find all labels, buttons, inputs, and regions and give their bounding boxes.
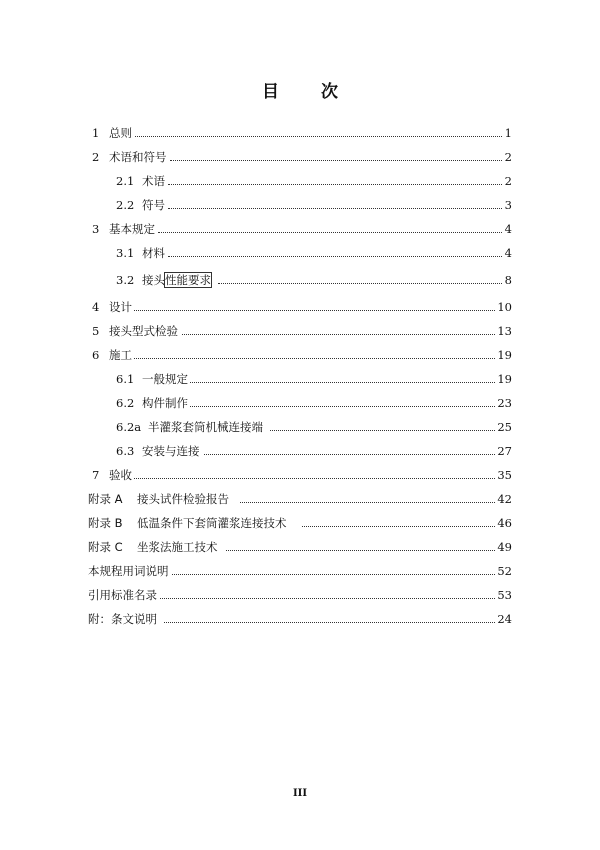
toc-entry-label: 附：条文说明	[88, 612, 157, 626]
toc-entry[interactable]	[0, 562, 600, 580]
toc-entry-number: 附录 B	[88, 516, 123, 530]
toc-entry-label: 一般规定	[142, 372, 188, 386]
toc-entry-page: 8	[504, 273, 512, 287]
toc-leader-dots	[172, 574, 499, 575]
toc-entry[interactable]	[0, 220, 600, 238]
page-title: 目 次	[262, 82, 356, 102]
toc-entry-page: 27	[497, 444, 512, 458]
toc-leader-dots	[270, 430, 499, 431]
toc-entry-label: 总则	[109, 126, 132, 140]
toc-entry-page: 2	[504, 150, 512, 164]
toc-entry-page: 4	[504, 246, 512, 260]
toc-entry[interactable]	[0, 148, 600, 166]
toc-entry-page: 42	[497, 492, 512, 506]
toc-entry-label: 接头型式检验	[109, 324, 178, 338]
toc-leader-dots	[182, 334, 499, 335]
toc-entry-number: 2.1	[116, 174, 135, 188]
toc-entry[interactable]	[0, 244, 600, 262]
toc-leader-dots	[168, 184, 504, 185]
toc-entry-number: 3.1	[116, 246, 135, 260]
toc-entry-number: 1	[92, 126, 100, 140]
toc-entry-number: 3	[92, 222, 100, 236]
toc-entry-label: 术语	[142, 174, 165, 188]
toc-entry-page: 49	[497, 540, 512, 554]
toc-entry-number: 4	[92, 300, 100, 314]
toc-entry-label	[142, 271, 213, 289]
toc-entry-number: 5	[92, 324, 100, 338]
toc-leader-dots	[160, 598, 499, 599]
toc-leader-dots	[240, 502, 499, 503]
toc-entry-label: 验收	[109, 468, 132, 482]
toc-entry[interactable]	[0, 271, 600, 289]
toc-entry[interactable]	[0, 538, 600, 556]
toc-leader-dots	[134, 478, 499, 479]
toc-entry-page: 53	[497, 588, 512, 602]
toc-entry-label: 半灌浆套筒机械连接端	[148, 420, 263, 434]
toc-entry-page: 13	[497, 324, 512, 338]
toc-entry[interactable]	[0, 490, 600, 508]
toc-leader-dots	[190, 406, 499, 407]
toc-entry-label: 符号	[142, 198, 165, 212]
toc-entry-label: 术语和符号	[109, 150, 167, 164]
toc-entry-page: 35	[497, 468, 512, 482]
toc-leader-dots	[164, 622, 499, 623]
toc-entry[interactable]	[0, 466, 600, 484]
toc-entry-label: 本规程用词说明	[88, 564, 169, 578]
toc-leader-dots	[218, 283, 504, 284]
toc-entry-number: 附录 A	[88, 492, 123, 506]
toc-entry-number: 7	[92, 468, 100, 482]
toc-entry[interactable]	[0, 298, 600, 316]
toc-entry-label: 安装与连接	[142, 444, 200, 458]
toc-entry-page: 4	[504, 222, 512, 236]
toc-leader-dots	[134, 358, 499, 359]
toc-entry[interactable]	[0, 418, 600, 436]
toc-entry[interactable]	[0, 442, 600, 460]
toc-leader-dots	[158, 232, 504, 233]
toc-entry-label: 设计	[109, 300, 132, 314]
toc-entry-number: 3.2	[116, 273, 135, 287]
toc-entry-label: 坐浆法施工技术	[137, 540, 218, 554]
toc-entry-label: 低温条件下套筒灌浆连接技术	[137, 516, 287, 530]
toc-leader-dots	[170, 160, 504, 161]
toc-entry-label: 构件制作	[142, 396, 188, 410]
toc-entry[interactable]	[0, 394, 600, 412]
toc-entry-number: 6.2a	[116, 420, 142, 434]
toc-leader-dots	[190, 382, 499, 383]
toc-entry[interactable]	[0, 322, 600, 340]
toc-entry[interactable]	[0, 124, 600, 142]
toc-leader-dots	[168, 256, 504, 257]
toc-leader-dots	[132, 136, 504, 137]
toc-entry-page: 1	[504, 126, 512, 140]
toc-entry-label-part: 接头	[142, 273, 165, 287]
toc-leader-dots	[302, 526, 499, 527]
toc-entry-page: 25	[497, 420, 512, 434]
toc-leader-dots	[168, 208, 504, 209]
page-number: III	[292, 788, 308, 799]
toc-leader-dots	[204, 454, 499, 455]
toc-entry-page: 19	[497, 348, 512, 362]
toc-entry-page: 23	[497, 396, 512, 410]
toc-entry-page: 24	[497, 612, 512, 626]
toc-entry-label: 施工	[109, 348, 132, 362]
toc-entry-label: 基本规定	[109, 222, 155, 236]
toc-entry-label: 材料	[142, 246, 165, 260]
toc-entry[interactable]	[0, 610, 600, 628]
toc-entry-page: 2	[504, 174, 512, 188]
toc-entry-page: 46	[497, 516, 512, 530]
toc-entry[interactable]	[0, 172, 600, 190]
toc-entry-number: 2	[92, 150, 100, 164]
highlighted-text-box: 性能要求	[165, 273, 211, 287]
toc-leader-dots	[226, 550, 499, 551]
toc-entry-number: 6.2	[116, 396, 135, 410]
toc-leader-dots	[134, 310, 499, 311]
toc-entry-page: 10	[497, 300, 512, 314]
toc-entry-number: 6.1	[116, 372, 135, 386]
toc-entry[interactable]	[0, 370, 600, 388]
toc-entry-page: 3	[504, 198, 512, 212]
toc-entry-number: 附录 C	[88, 540, 123, 554]
toc-entry[interactable]	[0, 346, 600, 364]
toc-entry-label: 接头试件检验报告	[137, 492, 229, 506]
toc-entry-number: 2.2	[116, 198, 135, 212]
toc-entry-number: 6.3	[116, 444, 135, 458]
toc-entry[interactable]	[0, 514, 600, 532]
toc-entry[interactable]	[0, 196, 600, 214]
toc-entry[interactable]	[0, 586, 600, 604]
toc-entry-page: 52	[497, 564, 512, 578]
toc-entry-label: 引用标准名录	[88, 588, 157, 602]
toc-entry-page: 19	[497, 372, 512, 386]
toc-entry-number: 6	[92, 348, 100, 362]
